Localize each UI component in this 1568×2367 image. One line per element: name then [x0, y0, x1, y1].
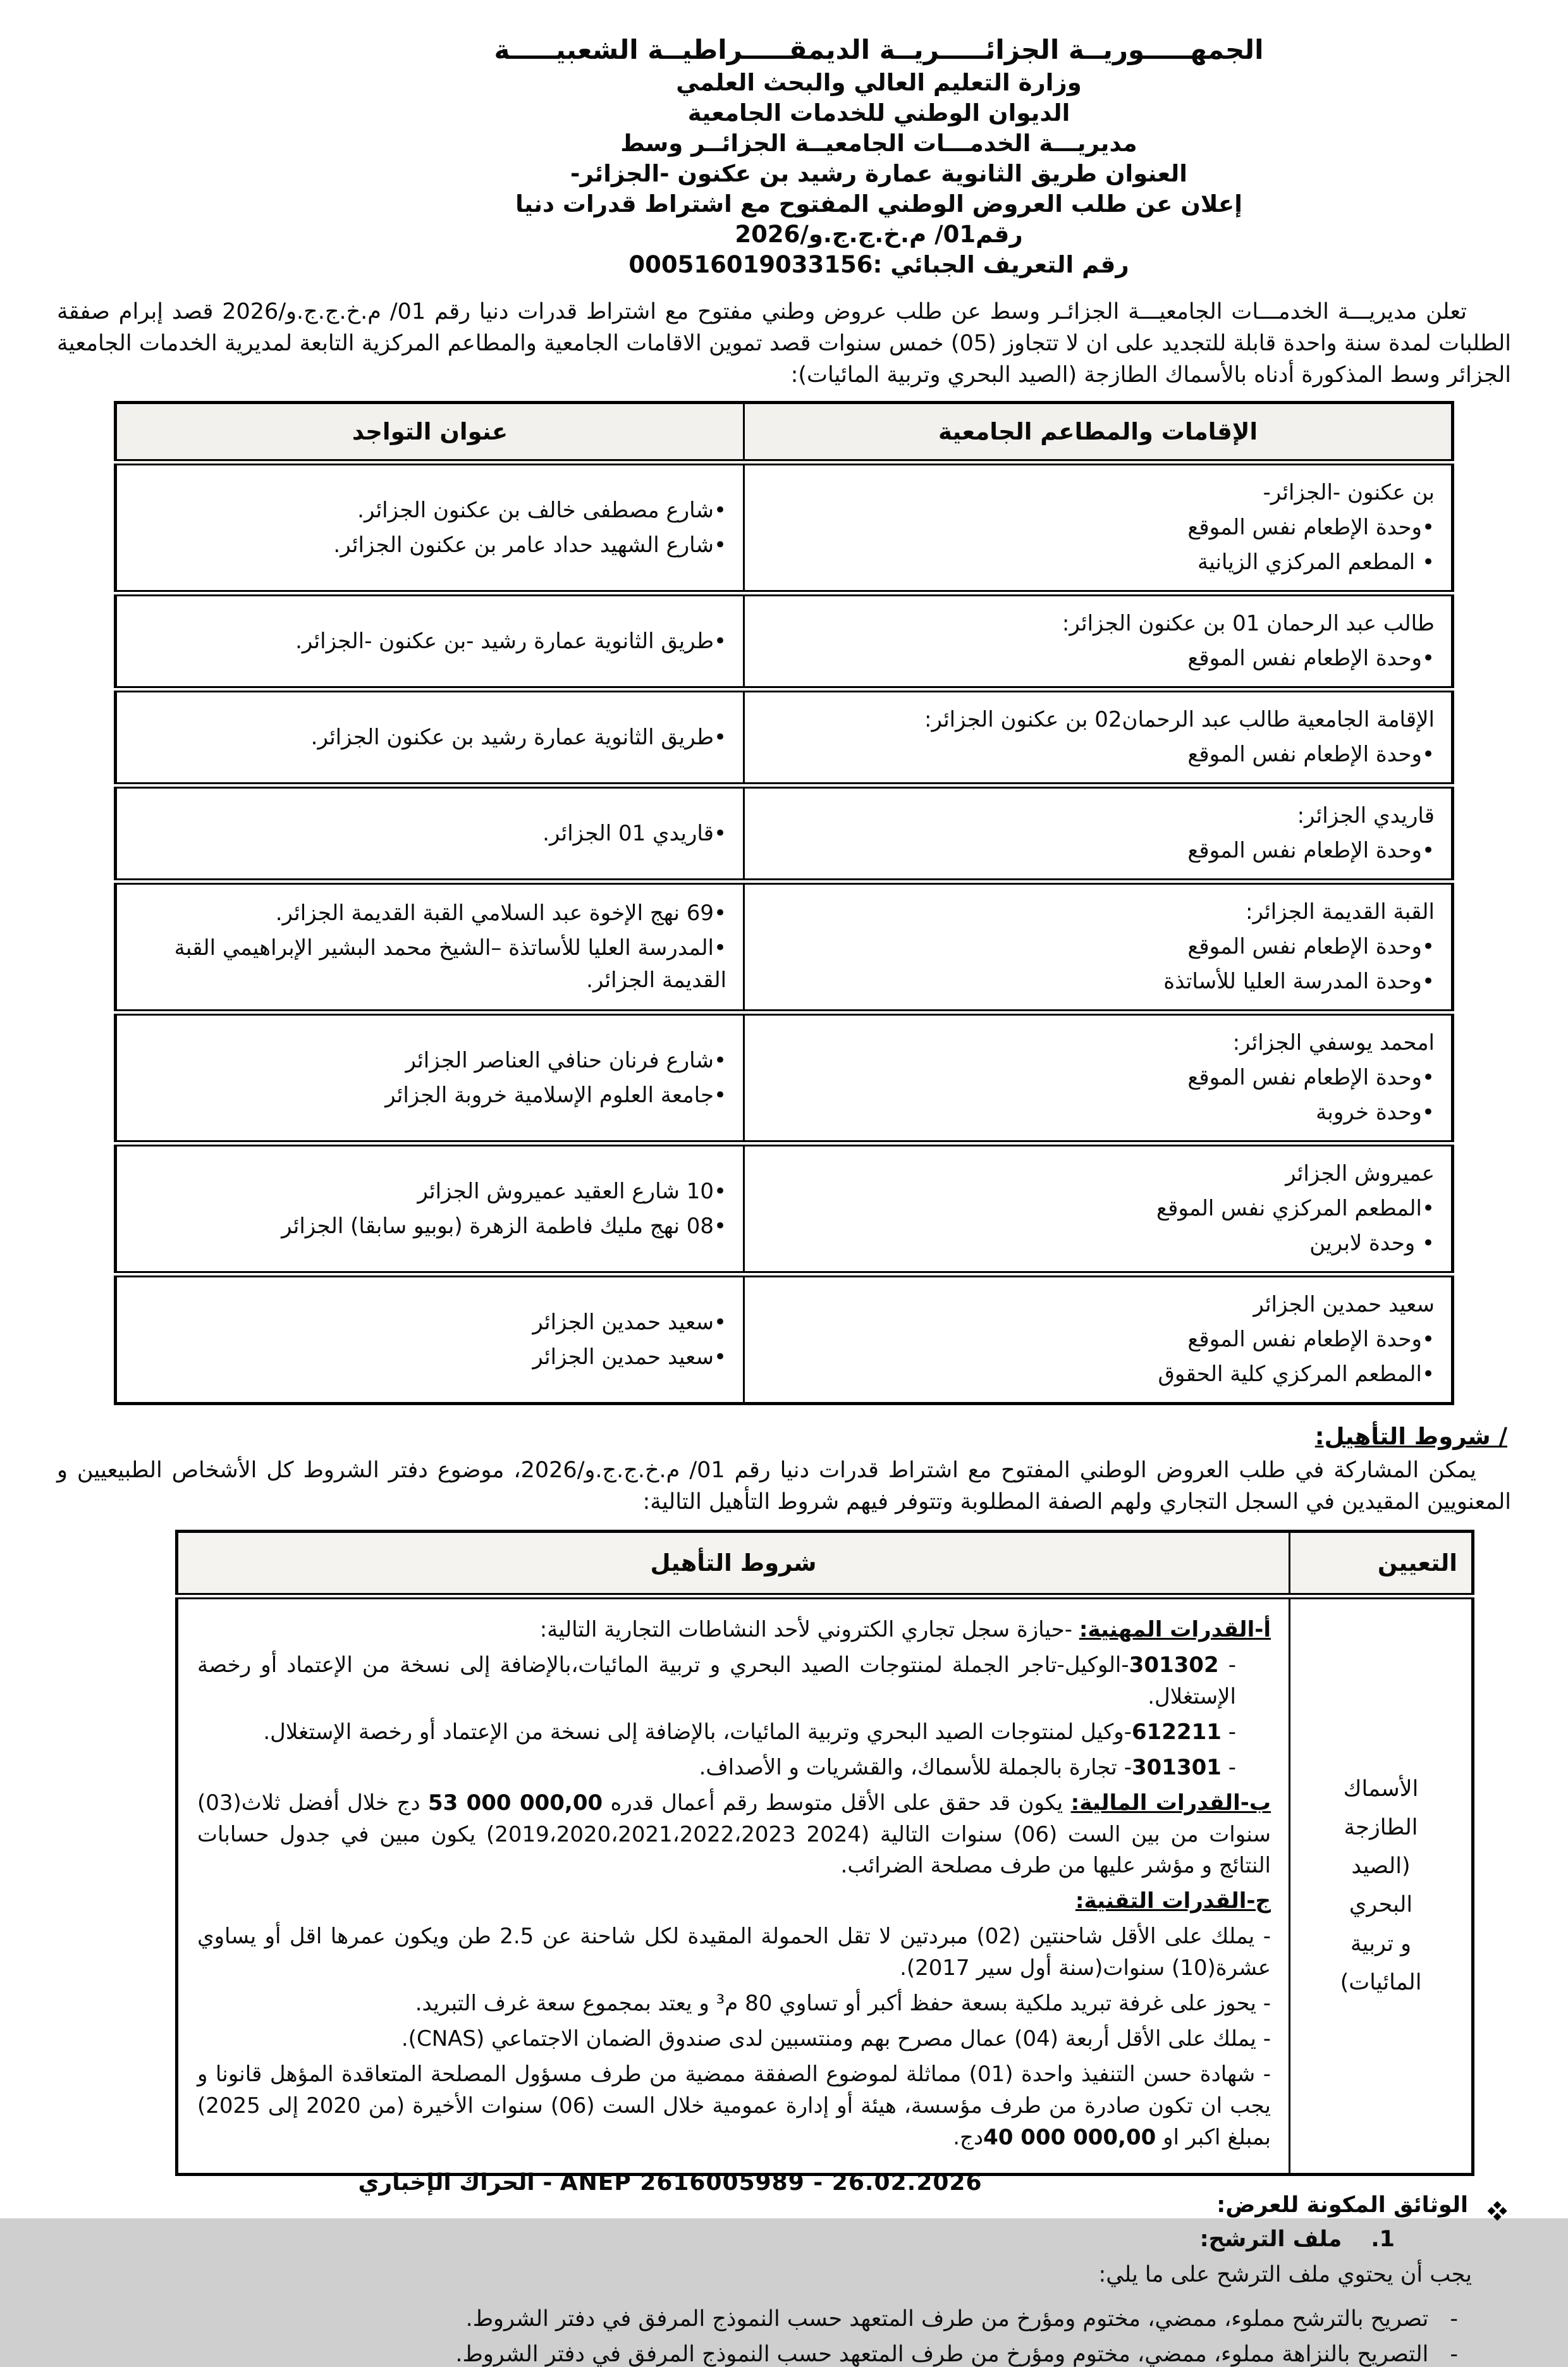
locations-table: [114, 401, 1454, 1405]
condition-segment: (2019،2020،2021،2022،2023 2024): [486, 1821, 870, 1847]
cell-line: • المطعم المركزي الزيانية: [1197, 550, 1435, 575]
cell-line: •المطعم المركزي نفس الموقع: [1156, 1196, 1435, 1222]
qualification-row: [177, 1596, 1473, 2175]
qualification-table: [175, 1530, 1474, 2177]
address-cell: [116, 882, 744, 1012]
col-header-address: عنوان التواجد: [116, 403, 744, 463]
header-line: إعلان عن طلب العروض الوطني المفتوح مع اشتراط قدرات دنيا: [515, 190, 1242, 218]
condition-segment: -: [1221, 1719, 1236, 1745]
cell-line: القبة القديمة الجزائر:: [1246, 899, 1435, 925]
cell-line: •المطعم المركزي كلية الحقوق: [1158, 1362, 1435, 1387]
document-bullet: [57, 2306, 1458, 2332]
cell-line: •وحدة الإطعام نفس الموقع: [1187, 742, 1435, 768]
cell-line: •08 نهج مليك فاطمة الزهرة (بوبيو سابقا) الجزائر: [281, 1213, 727, 1239]
condition-segment: -: [1218, 1652, 1237, 1678]
condition-line: [197, 1921, 1271, 1984]
condition-segment: ج-القدرات التقنية:: [1075, 1888, 1271, 1914]
cell-line: • وحدة لابرين: [1309, 1231, 1435, 1257]
condition-segment: دج خلال أفضل ثلاث(03) سنوات من بين الست (06) سنوات التالية: [197, 1790, 1271, 1847]
cell-line: •وحدة الإطعام نفس الموقع: [1187, 838, 1435, 864]
address-cell: [116, 462, 744, 593]
header-line: الجمهـــــوريــة الجزائـــــريــة الديمقـــــراطيــة الشعبيـــــة: [494, 34, 1264, 65]
header-line: الديوان الوطني للخدمات الجامعية: [687, 99, 1070, 126]
condition-segment: ب-القدرات المالية:: [1070, 1790, 1271, 1816]
condition-segment: -الوكيل-تاجر الجملة لمنتوجات الصيد البحري و تربية المائيات،بالإضافة إلى نسخة من الإعتماد أو رخصة الإستغلال.: [197, 1652, 1236, 1709]
designation-line: الأسماك: [1343, 1776, 1419, 1802]
cell-line: •قاريدي 01 الجزائر.: [542, 820, 727, 846]
designation-line: و تربية: [1350, 1931, 1412, 1957]
address-cell: [116, 593, 744, 689]
address-cell: [116, 1143, 744, 1274]
condition-segment: - تجارة بالجملة للأسماك، والقشريات و الأصداف.: [699, 1754, 1132, 1780]
dash-marker: -: [1450, 2306, 1458, 2332]
item-title: ملف الترشح:: [1199, 2227, 1342, 2253]
condition-segment: 53 000 000,00: [427, 1790, 603, 1816]
locations-row: [116, 689, 1453, 785]
residence-cell: [744, 1274, 1453, 1404]
residence-cell: [744, 1012, 1453, 1143]
col-header-residences: الإقامات والمطاعم الجامعية: [744, 403, 1453, 463]
condition-segment: أ-القدرات المهنية:: [1079, 1616, 1271, 1642]
condition-line: [197, 1614, 1271, 1646]
condition-segment: -وكيل لمنتوجات الصيد البحري وتربية المائيات، بالإضافة إلى نسخة من الإعتماد أو رخصة الإستغلال.: [263, 1719, 1132, 1745]
condition-segment: - يحوز على غرفة تبريد ملكية بسعة حفظ أكبر أو تساوي 80 م³ و يعتد بمجموع سعة غرف التبريد.: [415, 1991, 1271, 2017]
header-line: وزارة التعليم العالي والبحث العلمي: [676, 68, 1082, 96]
conditions-cell: [177, 1596, 1290, 2175]
address-cell: [116, 785, 744, 882]
bullet-text: تصريح بالترشح مملوء، ممضي، مختوم ومؤرخ من طرف المتعهد حسب النموذج المرفق في دفتر الشروط.: [465, 2306, 1429, 2332]
cell-line: •وحدة خروبة: [1316, 1100, 1435, 1126]
condition-segment: يكون مبين في جدول حسابات النتائج و مؤشر عليها من طرف مصلحة الضرائب.: [197, 1821, 1271, 1879]
document-bullet: [57, 2342, 1458, 2367]
cell-line: امحمد يوسفي الجزائر:: [1232, 1030, 1435, 1056]
qualification-header-row: [177, 1531, 1473, 1596]
condition-segment: 612211: [1131, 1719, 1222, 1745]
documents-section: [57, 2192, 1502, 2367]
cell-line: •وحدة المدرسة العليا للأساتذة: [1163, 969, 1435, 995]
cell-line: •شارع فرنان حنافي العناصر الجزائر: [405, 1047, 727, 1073]
header-line: رقم التعريف الجبائي :000516019033156: [628, 251, 1129, 279]
cell-line: •سعيد حمدين الجزائر: [532, 1344, 727, 1370]
qualification-paragraph: يمكن المشاركة في طلب العروض الوطني المفتوح مع اشتراط قدرات دنيا رقم 01/ م.خ.ج.ج.و/2026، موضوع دفتر الشروط كل الأشخاص الطبيعيين و المعنويين المقيدين في السجل التجاري ولهم الصفة المطلوبة وتتوفر فيهم شروط التأهيل التالية:: [57, 1458, 1511, 1515]
documents-title-row: [57, 2192, 1502, 2218]
cell-line: •وحدة الإطعام نفس الموقع: [1187, 934, 1435, 960]
cell-line: سعيد حمدين الجزائر: [1253, 1292, 1435, 1318]
documents-title: الوثائق المكونة للعرض:: [1216, 2192, 1468, 2218]
condition-line: [197, 1650, 1271, 1713]
residence-cell: [744, 882, 1453, 1012]
condition-segment: يكون قد حقق على الأقل متوسط رقم أعمال قدره: [603, 1790, 1071, 1816]
cell-line: •وحدة الإطعام نفس الموقع: [1187, 1327, 1435, 1353]
condition-line: [197, 1717, 1271, 1749]
locations-table-body: [116, 462, 1453, 1404]
cell-line: عميروش الجزائر: [1285, 1161, 1435, 1187]
locations-row: [116, 785, 1453, 882]
cell-line: •شارع الشهيد حداد عامر بن عكنون الجزائر.: [333, 532, 727, 558]
residence-cell: [744, 1143, 1453, 1274]
locations-row: [116, 1012, 1453, 1143]
locations-row: [116, 593, 1453, 689]
cell-line: •69 نهج الإخوة عبد السلامي القبة القديمة الجزائر.: [275, 901, 727, 926]
condition-line: [197, 1752, 1271, 1784]
item-number: 1.: [1371, 2227, 1395, 2253]
header-line: مديريـــة الخدمـــات الجامعيــة الجزائــر وسط: [620, 129, 1137, 157]
col-header-designation: التعيين: [1290, 1531, 1473, 1596]
documents-item: [57, 2227, 1395, 2252]
condition-segment: دج.: [953, 2125, 984, 2151]
condition-segment: - يملك على الأقل شاحنتين (02) مبردتين لا تقل الحمولة المقيدة لكل شاحنة عن 2.5 طن ويكون عمرها اقل أو يساوي عشرة(10) سنوات(سنة أول سير 2017).: [197, 1924, 1271, 1981]
diamond-icon: [1481, 2196, 1501, 2215]
designation-line: البحري: [1349, 1892, 1413, 1918]
cell-line: •طريق الثانوية عمارة رشيد بن عكنون الجزائر.: [310, 724, 727, 750]
designation-cell: [1290, 1596, 1473, 2175]
condition-segment: 301302: [1129, 1652, 1219, 1678]
locations-row: [116, 1143, 1453, 1274]
condition-segment: 301301: [1131, 1754, 1222, 1780]
cell-line: •10 شارع العقيد عميروش الجزائر: [417, 1178, 727, 1204]
address-cell: [116, 1274, 744, 1404]
cell-line: •وحدة الإطعام نفس الموقع: [1187, 515, 1435, 541]
locations-row: [116, 462, 1453, 593]
qualification-title: / شروط التأهيل:: [1314, 1423, 1507, 1451]
residence-cell: [744, 689, 1453, 785]
condition-line: [197, 2059, 1271, 2154]
condition-line: [197, 1886, 1271, 1917]
designation-line: المائيات): [1340, 1969, 1422, 1995]
header-line: العنوان طريق الثانوية عمارة رشيد بن عكنون -الجزائر-: [570, 159, 1187, 187]
doc-header: [386, 33, 1372, 280]
locations-header-row: [116, 403, 1453, 463]
address-cell: [116, 689, 744, 785]
address-cell: [116, 1012, 744, 1143]
condition-line: [197, 1988, 1271, 2020]
cell-line: •جامعة العلوم الإسلامية خروبة الجزائر: [385, 1082, 727, 1108]
condition-segment: - يملك على الأقل أربعة (04) عمال مصرح بهم ومنتسبين لدى صندوق الضمان الاجتماعي (CNAS).: [401, 2026, 1271, 2052]
dash-marker: -: [1450, 2342, 1458, 2367]
intro-paragraph: تعلن مديريـــة الخدمـــات الجامعيـــة الجزائـر وسط عن طلب عروض وطني مفتوح مع اشتراط قدرات دنيا رقم 01/ م.خ.ج.ج.و/2026 قصد إبرام صفقة الطلبات لمدة سنة واحدة قابلة للتجديد على ان لا تتجاوز (05) خمس سنوات قصد تموين الاقامات الجامعية والمطاعم المركزية التابعة لمديرية الخدمات الجامعية الجزائر وسط المذكورة أدناه بالأسماك الطازجة (الصيد البحري وتربية المائيات):: [57, 299, 1512, 388]
documents-lead: يجب أن يحتوي ملف الترشح على ما يلي:: [1098, 2262, 1472, 2288]
locations-row: [116, 882, 1453, 1012]
cell-line: الإقامة الجامعية طالب عبد الرحمان02 بن عكنون الجزائر:: [924, 707, 1435, 733]
condition-segment: -: [1221, 1754, 1236, 1780]
cell-line: •شارع مصطفى خالف بن عكنون الجزائر.: [357, 497, 727, 523]
footer-anep: الحراك الإخباري - ANEP 2616005989 - 26.02.2026: [358, 2170, 983, 2196]
cell-line: •وحدة الإطعام نفس الموقع: [1187, 646, 1435, 672]
residence-cell: [744, 593, 1453, 689]
designation-line: الطازجة: [1344, 1814, 1418, 1840]
header-line: رقم01/ م.خ.ج.ج.و/2026: [735, 221, 1023, 249]
cell-line: •وحدة الإطعام نفس الموقع: [1187, 1065, 1435, 1091]
cell-line: •طريق الثانوية عمارة رشيد -بن عكنون -الجزائر.: [295, 628, 727, 654]
locations-row: [116, 1274, 1453, 1404]
condition-segment: 40 000 000,00: [983, 2125, 1156, 2151]
documents-bullets: [57, 2306, 1502, 2367]
residence-cell: [744, 785, 1453, 882]
condition-segment: -حيازة سجل تجاري الكتروني لأحد النشاطات التجارية التالية:: [539, 1616, 1079, 1642]
condition-line: [197, 1788, 1271, 1883]
col-header-conditions: شروط التأهيل: [177, 1531, 1290, 1596]
condition-line: [197, 2024, 1271, 2055]
cell-line: بن عكنون -الجزائر-: [1263, 480, 1435, 506]
residence-cell: [744, 462, 1453, 593]
condition-segment: - شهادة حسن التنفيذ واحدة (01) مماثلة لموضوع الصفقة ممضية من طرف مسؤول المصلحة المتعاقدة المؤهل قانونا و يجب ان تكون صادرة من طرف مؤسسة، هيئة أو إدارة عمومية خلال الست (06) سنوات الأخيرة (من 2020 إلى 2025) بمبلغ اكبر او: [197, 2062, 1271, 2151]
cell-line: •سعيد حمدين الجزائر: [532, 1309, 727, 1335]
cell-line: •المدرسة العليا للأساتذة –الشيخ محمد البشير الإبراهيمي القبة القديمة الجزائر.: [174, 935, 727, 993]
designation-line: (الصيد: [1351, 1854, 1411, 1879]
cell-line: طالب عبد الرحمان 01 بن عكنون الجزائر:: [1062, 611, 1435, 637]
cell-line: قاريدي الجزائر:: [1297, 803, 1435, 829]
bullet-text: التصريح بالنزاهة مملوء، ممضي، مختوم ومؤرخ من طرف المتعهد حسب النموذج المرفق في دفتر الشروط.: [455, 2342, 1429, 2367]
